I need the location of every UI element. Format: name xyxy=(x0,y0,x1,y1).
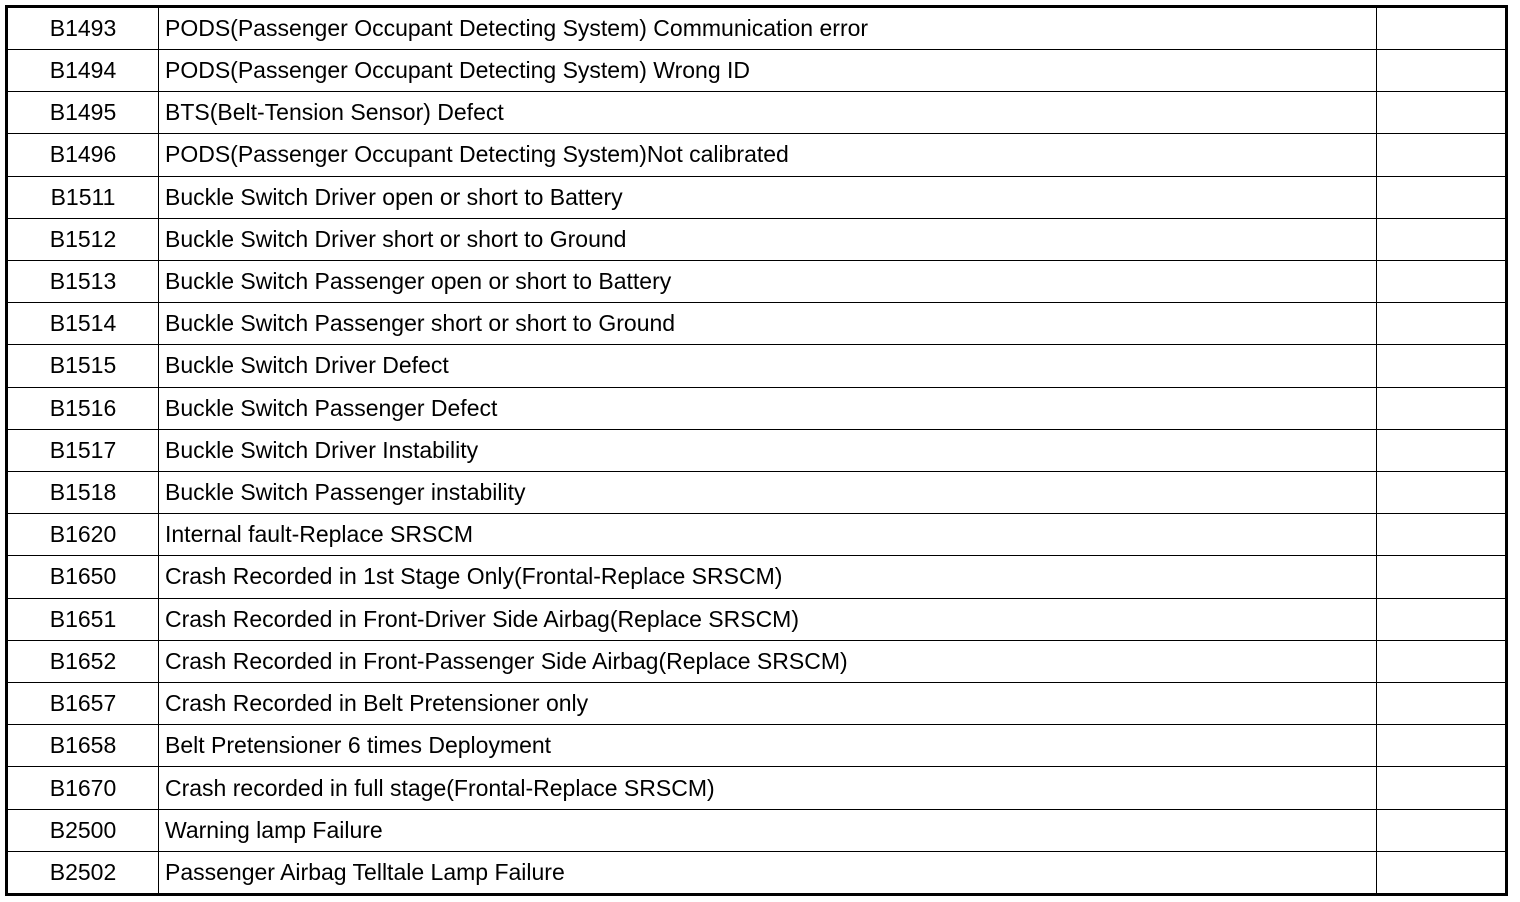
dtc-description-cell: Buckle Switch Passenger Defect xyxy=(159,387,1377,429)
table-row xyxy=(8,767,1505,809)
table-row xyxy=(8,345,1505,387)
table-row xyxy=(8,49,1505,91)
dtc-extra-cell xyxy=(1377,303,1506,345)
dtc-extra-cell xyxy=(1377,387,1506,429)
table-row xyxy=(8,514,1505,556)
dtc-code-cell: B1514 xyxy=(8,303,159,345)
dtc-description-cell: Buckle Switch Driver Defect xyxy=(159,345,1377,387)
dtc-code-cell: B2502 xyxy=(8,851,159,893)
dtc-description-cell: Crash Recorded in Belt Pretensioner only xyxy=(159,683,1377,725)
dtc-description-cell: Crash Recorded in Front-Passenger Side Airbag(Replace SRSCM) xyxy=(159,640,1377,682)
dtc-table-frame xyxy=(5,5,1508,896)
dtc-description-cell: Internal fault-Replace SRSCM xyxy=(159,514,1377,556)
table-row xyxy=(8,176,1505,218)
dtc-extra-cell xyxy=(1377,767,1506,809)
dtc-description-cell: Crash Recorded in 1st Stage Only(Frontal-Replace SRSCM) xyxy=(159,556,1377,598)
dtc-extra-cell xyxy=(1377,556,1506,598)
dtc-description-cell: Warning lamp Failure xyxy=(159,809,1377,851)
dtc-code-cell: B1495 xyxy=(8,92,159,134)
dtc-description-cell: BTS(Belt-Tension Sensor) Defect xyxy=(159,92,1377,134)
table-row xyxy=(8,598,1505,640)
table-row xyxy=(8,134,1505,176)
dtc-code-cell: B1658 xyxy=(8,725,159,767)
dtc-extra-cell xyxy=(1377,218,1506,260)
table-row xyxy=(8,218,1505,260)
dtc-extra-cell xyxy=(1377,640,1506,682)
dtc-description-cell: Buckle Switch Passenger short or short to Ground xyxy=(159,303,1377,345)
dtc-code-cell: B1515 xyxy=(8,345,159,387)
dtc-extra-cell xyxy=(1377,134,1506,176)
dtc-code-cell: B1516 xyxy=(8,387,159,429)
table-row xyxy=(8,387,1505,429)
table-row xyxy=(8,92,1505,134)
dtc-description-cell: Buckle Switch Passenger instability xyxy=(159,471,1377,513)
dtc-extra-cell xyxy=(1377,851,1506,893)
dtc-code-cell: B1650 xyxy=(8,556,159,598)
dtc-extra-cell xyxy=(1377,49,1506,91)
table-row xyxy=(8,809,1505,851)
dtc-description-cell: Buckle Switch Driver open or short to Battery xyxy=(159,176,1377,218)
dtc-extra-cell xyxy=(1377,809,1506,851)
dtc-description-cell: PODS(Passenger Occupant Detecting System)Not calibrated xyxy=(159,134,1377,176)
dtc-extra-cell xyxy=(1377,683,1506,725)
dtc-description-cell: PODS(Passenger Occupant Detecting System) Communication error xyxy=(159,8,1377,49)
dtc-extra-cell xyxy=(1377,514,1506,556)
dtc-extra-cell xyxy=(1377,92,1506,134)
table-row xyxy=(8,683,1505,725)
table-row xyxy=(8,471,1505,513)
dtc-code-cell: B1657 xyxy=(8,683,159,725)
dtc-code-cell: B1513 xyxy=(8,260,159,302)
dtc-description-cell: Buckle Switch Driver short or short to Ground xyxy=(159,218,1377,260)
dtc-description-cell: PODS(Passenger Occupant Detecting System) Wrong ID xyxy=(159,49,1377,91)
dtc-code-cell: B1518 xyxy=(8,471,159,513)
dtc-code-cell: B1494 xyxy=(8,49,159,91)
dtc-extra-cell xyxy=(1377,429,1506,471)
dtc-table-body xyxy=(8,8,1505,893)
dtc-description-cell: Belt Pretensioner 6 times Deployment xyxy=(159,725,1377,767)
table-row xyxy=(8,725,1505,767)
dtc-extra-cell xyxy=(1377,176,1506,218)
dtc-code-cell: B1511 xyxy=(8,176,159,218)
table-row xyxy=(8,851,1505,893)
dtc-description-cell: Passenger Airbag Telltale Lamp Failure xyxy=(159,851,1377,893)
table-row xyxy=(8,8,1505,49)
dtc-extra-cell xyxy=(1377,8,1506,49)
dtc-extra-cell xyxy=(1377,471,1506,513)
table-row xyxy=(8,260,1505,302)
dtc-code-cell: B1517 xyxy=(8,429,159,471)
dtc-extra-cell xyxy=(1377,725,1506,767)
dtc-code-cell: B1670 xyxy=(8,767,159,809)
dtc-description-cell: Crash Recorded in Front-Driver Side Airbag(Replace SRSCM) xyxy=(159,598,1377,640)
dtc-extra-cell xyxy=(1377,598,1506,640)
dtc-code-cell: B2500 xyxy=(8,809,159,851)
table-row xyxy=(8,429,1505,471)
dtc-extra-cell xyxy=(1377,260,1506,302)
table-row xyxy=(8,556,1505,598)
dtc-code-cell: B1512 xyxy=(8,218,159,260)
dtc-description-cell: Buckle Switch Passenger open or short to Battery xyxy=(159,260,1377,302)
dtc-description-cell: Buckle Switch Driver Instability xyxy=(159,429,1377,471)
dtc-table xyxy=(8,8,1505,893)
dtc-code-cell: B1652 xyxy=(8,640,159,682)
table-row xyxy=(8,640,1505,682)
dtc-code-cell: B1493 xyxy=(8,8,159,49)
table-row xyxy=(8,303,1505,345)
dtc-extra-cell xyxy=(1377,345,1506,387)
dtc-description-cell: Crash recorded in full stage(Frontal-Replace SRSCM) xyxy=(159,767,1377,809)
dtc-code-cell: B1496 xyxy=(8,134,159,176)
dtc-code-cell: B1651 xyxy=(8,598,159,640)
dtc-code-cell: B1620 xyxy=(8,514,159,556)
